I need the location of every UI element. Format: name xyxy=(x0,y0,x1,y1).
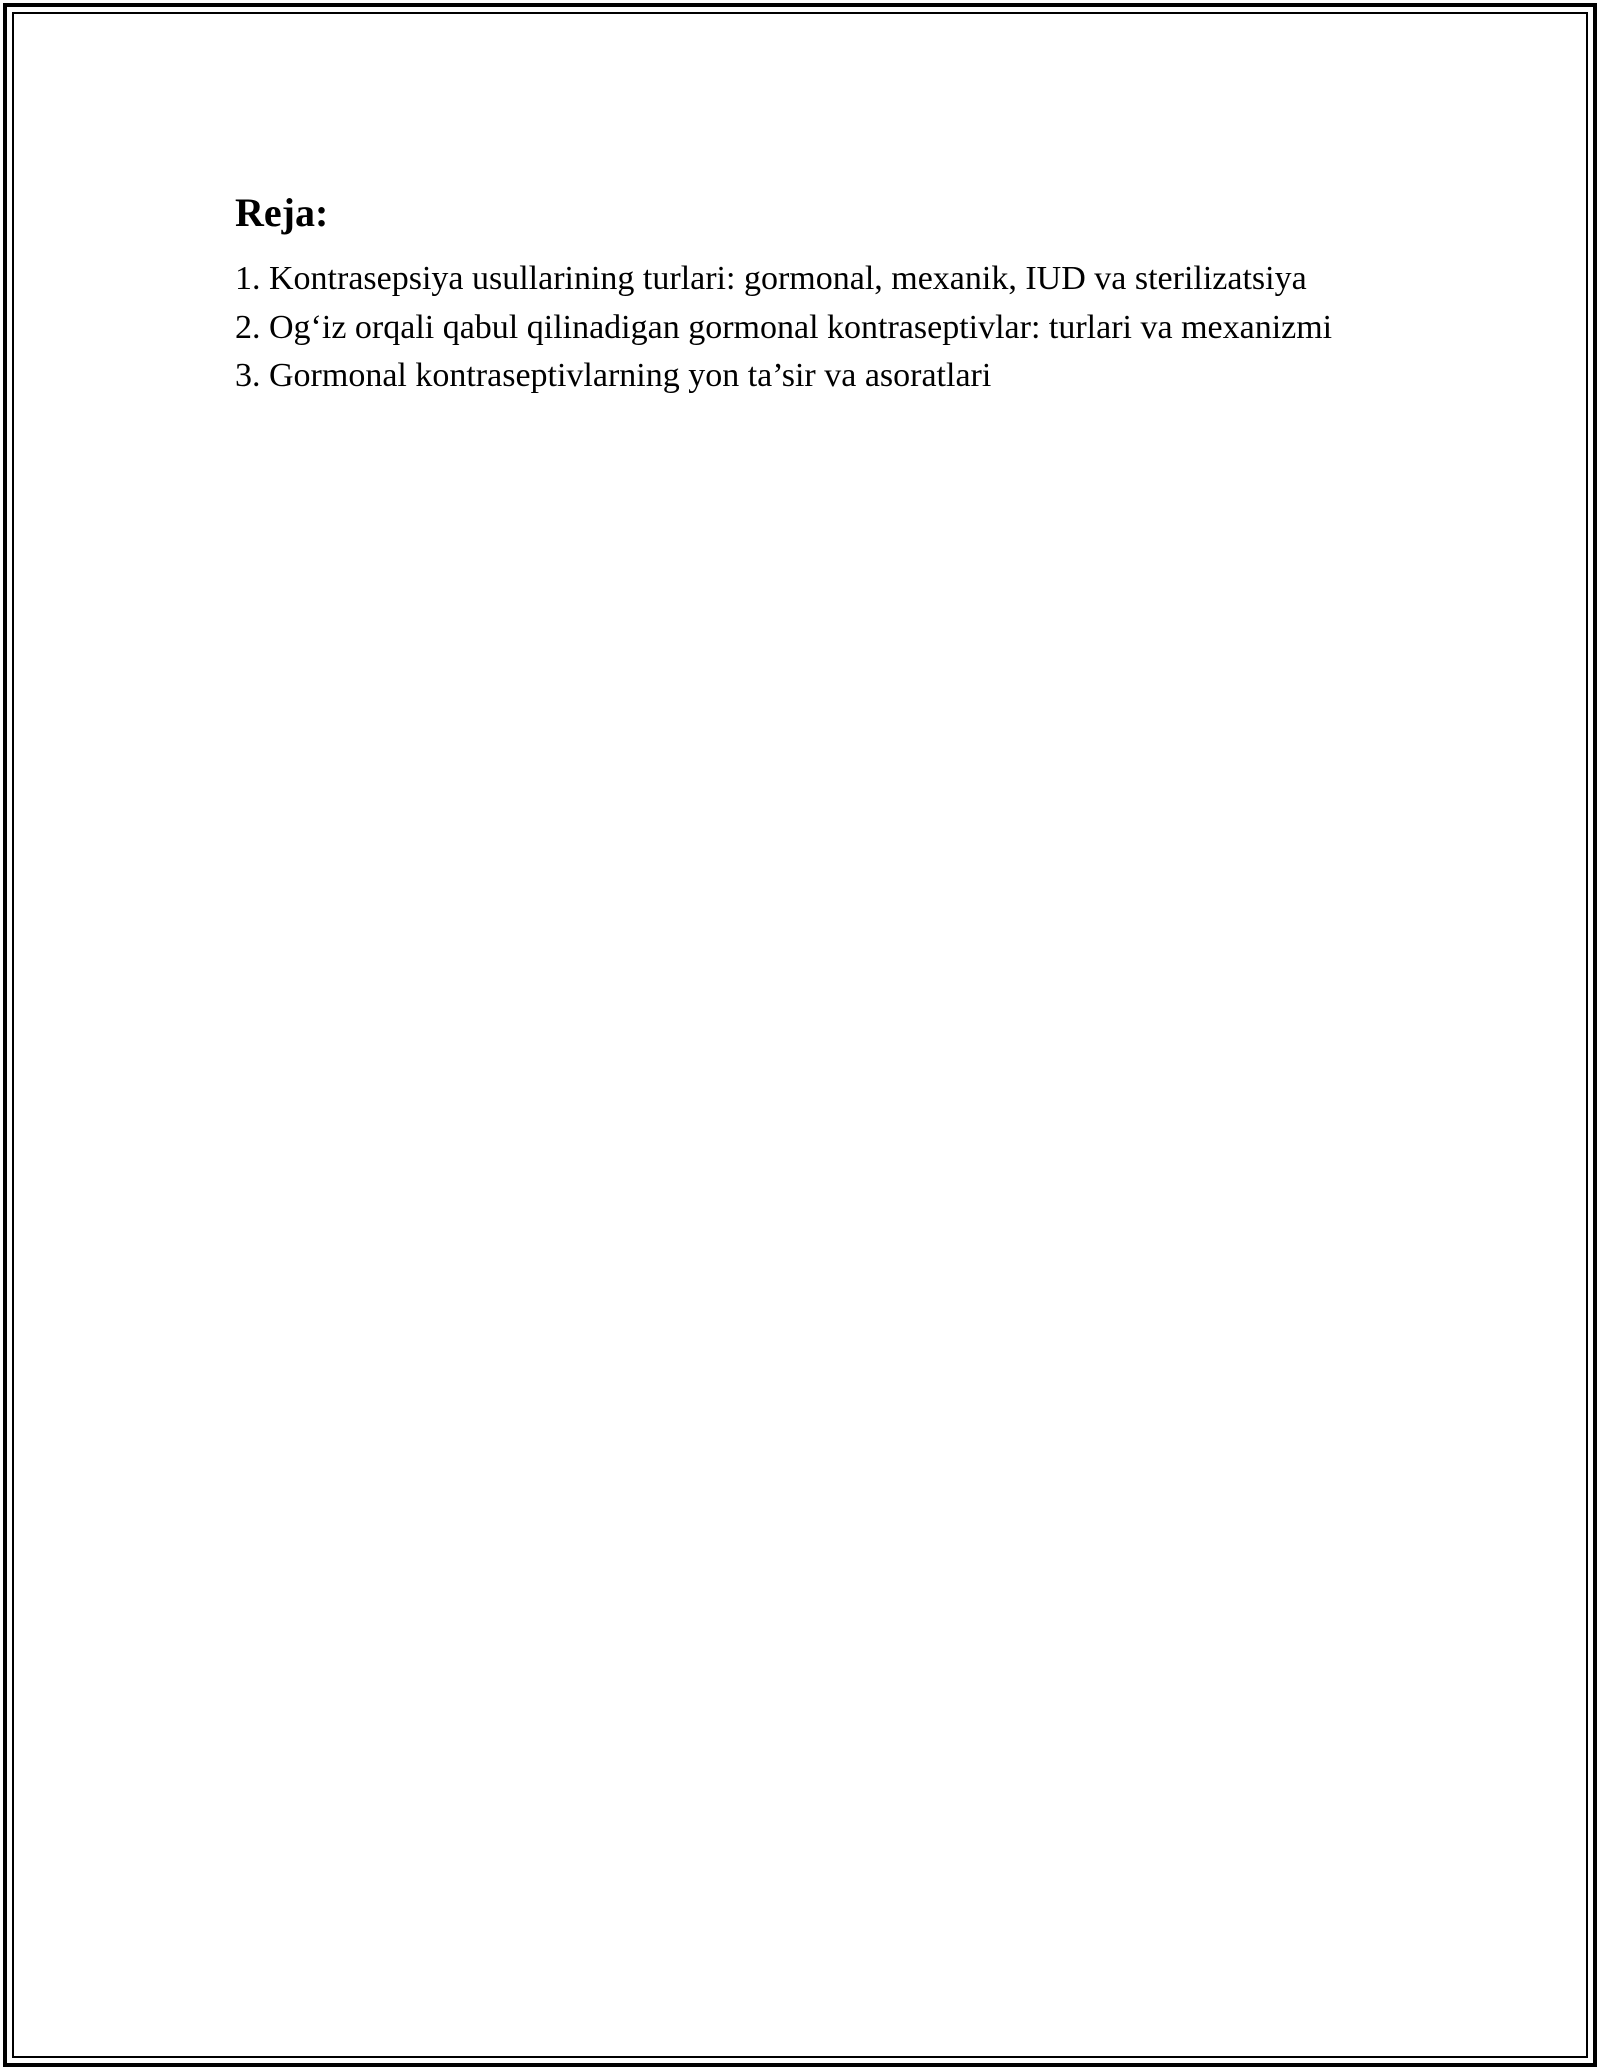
plan-heading: Reja: xyxy=(235,190,329,235)
page-content xyxy=(235,185,1365,401)
plan-item-3: 3. Gormonal kontraseptivlarning yon ta’sir va asoratlari xyxy=(235,357,992,394)
plan-list xyxy=(235,255,1365,401)
plan-item-1: 1. Kontrasepsiya usullarining turlari: gormonal, mexanik, IUD va sterilizatsiya xyxy=(235,260,1307,297)
plan-item-2: 2. Og‘iz orqali qabul qilinadigan gormonal kontraseptivlar: turlari va mexanizmi xyxy=(235,308,1333,346)
